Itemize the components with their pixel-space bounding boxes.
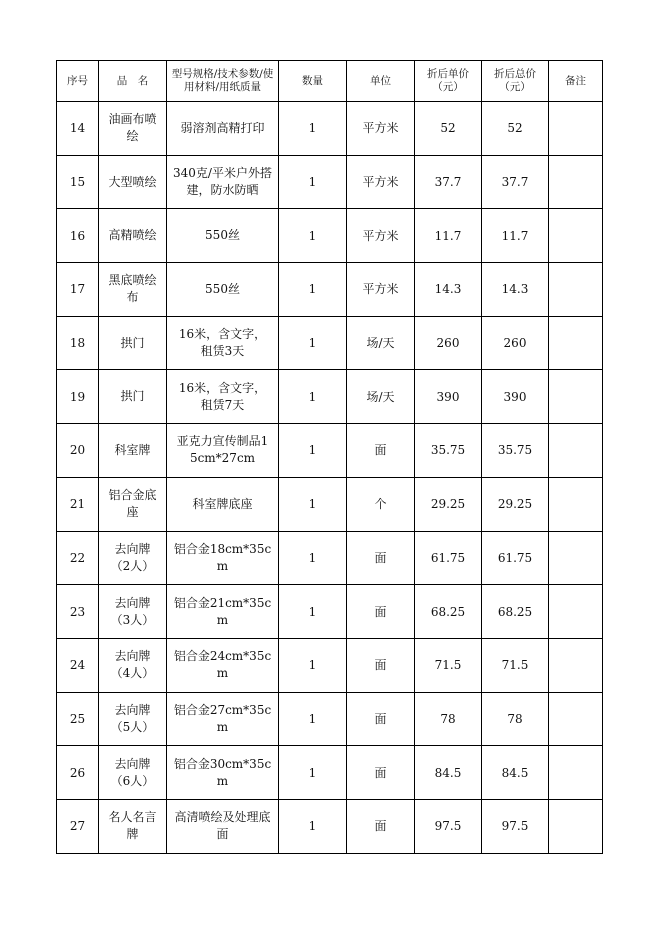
table-row xyxy=(57,585,603,639)
cell-spec: 16米，含文字，租赁7天 xyxy=(167,370,279,424)
cell-total-price: 11.7 xyxy=(482,209,549,263)
cell-unit: 平方米 xyxy=(347,102,415,156)
header-index: 序号 xyxy=(57,61,99,102)
cell-unit-price: 78 xyxy=(415,692,482,746)
cell-total-price: 52 xyxy=(482,102,549,156)
cell-total-price: 61.75 xyxy=(482,531,549,585)
cell-total-price: 260 xyxy=(482,316,549,370)
header-unit: 单位 xyxy=(347,61,415,102)
cell-unit: 场/天 xyxy=(347,370,415,424)
cell-spec: 高清喷绘及处理底面 xyxy=(167,799,279,853)
cell-index: 27 xyxy=(57,799,99,853)
cell-unit-price: 84.5 xyxy=(415,746,482,800)
cell-name: 去向牌（5人） xyxy=(99,692,167,746)
cell-name: 油画布喷绘 xyxy=(99,102,167,156)
table-row xyxy=(57,316,603,370)
cell-spec: 铝合金24cm*35cm xyxy=(167,638,279,692)
cell-spec: 16米，含文字，租赁3天 xyxy=(167,316,279,370)
table-row xyxy=(57,692,603,746)
cell-note xyxy=(549,531,603,585)
cell-unit: 面 xyxy=(347,746,415,800)
table-row xyxy=(57,102,603,156)
cell-spec: 亚克力宣传制品15cm*27cm xyxy=(167,424,279,478)
cell-spec: 550丝 xyxy=(167,263,279,317)
cell-unit: 面 xyxy=(347,692,415,746)
header-row xyxy=(57,61,603,102)
table-row xyxy=(57,799,603,853)
cell-unit-price: 11.7 xyxy=(415,209,482,263)
cell-note xyxy=(549,638,603,692)
cell-unit-price: 260 xyxy=(415,316,482,370)
cell-index: 14 xyxy=(57,102,99,156)
cell-unit: 面 xyxy=(347,585,415,639)
cell-note xyxy=(549,102,603,156)
cell-unit-price: 35.75 xyxy=(415,424,482,478)
cell-qty: 1 xyxy=(279,263,347,317)
cell-qty: 1 xyxy=(279,799,347,853)
cell-qty: 1 xyxy=(279,477,347,531)
cell-index: 23 xyxy=(57,585,99,639)
table-row xyxy=(57,638,603,692)
cell-total-price: 14.3 xyxy=(482,263,549,317)
table-row xyxy=(57,155,603,209)
cell-index: 24 xyxy=(57,638,99,692)
cell-unit-price: 68.25 xyxy=(415,585,482,639)
cell-total-price: 84.5 xyxy=(482,746,549,800)
cell-index: 20 xyxy=(57,424,99,478)
cell-unit: 平方米 xyxy=(347,155,415,209)
cell-unit-price: 37.7 xyxy=(415,155,482,209)
cell-total-price: 37.7 xyxy=(482,155,549,209)
cell-index: 17 xyxy=(57,263,99,317)
cell-note xyxy=(549,370,603,424)
cell-name: 拱门 xyxy=(99,370,167,424)
cell-qty: 1 xyxy=(279,209,347,263)
cell-unit: 平方米 xyxy=(347,209,415,263)
cell-unit-price: 97.5 xyxy=(415,799,482,853)
cell-note xyxy=(549,316,603,370)
cell-name: 黑底喷绘布 xyxy=(99,263,167,317)
header-unit-price: 折后单价（元） xyxy=(415,61,482,102)
cell-total-price: 78 xyxy=(482,692,549,746)
cell-name: 大型喷绘 xyxy=(99,155,167,209)
cell-spec: 铝合金21cm*35cm xyxy=(167,585,279,639)
cell-spec: 科室牌底座 xyxy=(167,477,279,531)
cell-qty: 1 xyxy=(279,316,347,370)
cell-qty: 1 xyxy=(279,585,347,639)
cell-qty: 1 xyxy=(279,638,347,692)
cell-name: 去向牌（2人） xyxy=(99,531,167,585)
cell-qty: 1 xyxy=(279,531,347,585)
header-name: 品 名 xyxy=(99,61,167,102)
cell-note xyxy=(549,585,603,639)
header-spec: 型号规格/技术参数/使用材料/用纸质量 xyxy=(167,61,279,102)
cell-unit-price: 71.5 xyxy=(415,638,482,692)
table-row xyxy=(57,263,603,317)
cell-qty: 1 xyxy=(279,692,347,746)
cell-unit: 面 xyxy=(347,638,415,692)
cell-name: 去向牌（4人） xyxy=(99,638,167,692)
cell-index: 25 xyxy=(57,692,99,746)
cell-note xyxy=(549,799,603,853)
cell-name: 科室牌 xyxy=(99,424,167,478)
cell-unit: 平方米 xyxy=(347,263,415,317)
table-row xyxy=(57,209,603,263)
table-row xyxy=(57,746,603,800)
table-row xyxy=(57,370,603,424)
cell-unit-price: 390 xyxy=(415,370,482,424)
cell-index: 18 xyxy=(57,316,99,370)
cell-note xyxy=(549,424,603,478)
cell-name: 铝合金底座 xyxy=(99,477,167,531)
cell-name: 高精喷绘 xyxy=(99,209,167,263)
header-qty: 数量 xyxy=(279,61,347,102)
cell-unit-price: 52 xyxy=(415,102,482,156)
header-note: 备注 xyxy=(549,61,603,102)
cell-unit-price: 29.25 xyxy=(415,477,482,531)
cell-name: 拱门 xyxy=(99,316,167,370)
cell-note xyxy=(549,477,603,531)
cell-total-price: 390 xyxy=(482,370,549,424)
cell-index: 22 xyxy=(57,531,99,585)
cell-index: 21 xyxy=(57,477,99,531)
cell-index: 16 xyxy=(57,209,99,263)
cell-unit-price: 14.3 xyxy=(415,263,482,317)
cell-total-price: 71.5 xyxy=(482,638,549,692)
cell-name: 名人名言牌 xyxy=(99,799,167,853)
header-total-price: 折后总价（元） xyxy=(482,61,549,102)
cell-unit: 面 xyxy=(347,424,415,478)
cell-name: 去向牌（6人） xyxy=(99,746,167,800)
cell-spec: 340克/平米户外搭建，防水防晒 xyxy=(167,155,279,209)
cell-spec: 铝合金18cm*35cm xyxy=(167,531,279,585)
cell-unit-price: 61.75 xyxy=(415,531,482,585)
cell-spec: 弱溶剂高精打印 xyxy=(167,102,279,156)
cell-note xyxy=(549,209,603,263)
cell-note xyxy=(549,692,603,746)
cell-note xyxy=(549,746,603,800)
price-table xyxy=(56,60,603,854)
cell-note xyxy=(549,155,603,209)
cell-total-price: 68.25 xyxy=(482,585,549,639)
cell-unit: 面 xyxy=(347,799,415,853)
table-row xyxy=(57,531,603,585)
cell-qty: 1 xyxy=(279,102,347,156)
table-row xyxy=(57,477,603,531)
cell-unit: 面 xyxy=(347,531,415,585)
cell-index: 19 xyxy=(57,370,99,424)
cell-qty: 1 xyxy=(279,155,347,209)
cell-total-price: 97.5 xyxy=(482,799,549,853)
cell-note xyxy=(549,263,603,317)
cell-spec: 铝合金27cm*35cm xyxy=(167,692,279,746)
cell-qty: 1 xyxy=(279,746,347,800)
cell-unit: 个 xyxy=(347,477,415,531)
cell-index: 26 xyxy=(57,746,99,800)
cell-qty: 1 xyxy=(279,370,347,424)
cell-name: 去向牌（3人） xyxy=(99,585,167,639)
cell-index: 15 xyxy=(57,155,99,209)
cell-unit: 场/天 xyxy=(347,316,415,370)
cell-spec: 铝合金30cm*35cm xyxy=(167,746,279,800)
cell-total-price: 29.25 xyxy=(482,477,549,531)
cell-qty: 1 xyxy=(279,424,347,478)
table-row xyxy=(57,424,603,478)
cell-spec: 550丝 xyxy=(167,209,279,263)
cell-total-price: 35.75 xyxy=(482,424,549,478)
